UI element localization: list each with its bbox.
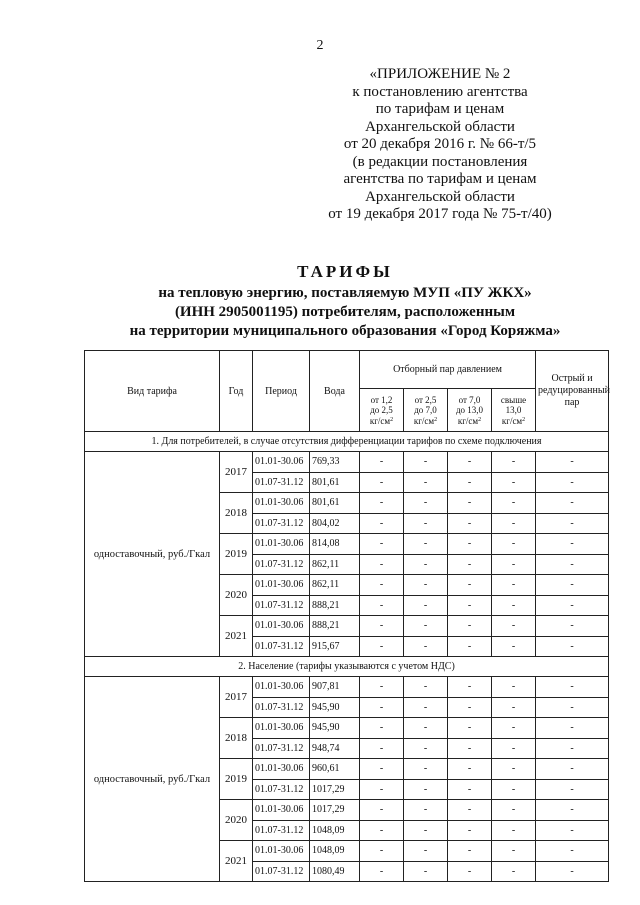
- water-tariff-cell: 888,21: [310, 616, 360, 637]
- steam-tariff-cell: -: [360, 697, 404, 718]
- header-steam-col: [492, 389, 536, 432]
- header-steam-col: [404, 389, 448, 432]
- steam-unit: кг/см: [501, 415, 523, 426]
- water-tariff-cell: 945,90: [310, 697, 360, 718]
- sharp-steam-cell: -: [536, 575, 609, 596]
- steam-tariff-cell: -: [360, 820, 404, 841]
- steam-tariff-cell: -: [404, 452, 448, 473]
- appendix-line: Архангельской области: [365, 118, 515, 135]
- sharp-steam-cell: -: [536, 779, 609, 800]
- section-title: 1. Для потребителей, в случае отсутствия дифференциации тарифов по схеме подключения: [85, 432, 609, 452]
- period-cell: 01.07-31.12: [253, 554, 310, 575]
- period-cell: 01.07-31.12: [253, 472, 310, 493]
- steam-range-from: свыше: [500, 394, 527, 405]
- steam-tariff-cell: -: [360, 575, 404, 596]
- water-tariff-cell: 1017,29: [310, 779, 360, 800]
- water-tariff-cell: 888,21: [310, 595, 360, 616]
- steam-tariff-cell: -: [404, 800, 448, 821]
- steam-tariff-cell: -: [492, 472, 536, 493]
- steam-tariff-cell: -: [492, 841, 536, 862]
- steam-unit-sup: 2: [522, 416, 526, 423]
- steam-range-from: от 2,5: [414, 394, 437, 405]
- steam-tariff-cell: -: [404, 595, 448, 616]
- steam-tariff-cell: -: [360, 616, 404, 637]
- water-tariff-cell: 948,74: [310, 738, 360, 759]
- steam-tariff-cell: -: [448, 554, 492, 575]
- header-kind: Вид тарифа: [85, 351, 220, 432]
- steam-tariff-cell: -: [360, 718, 404, 739]
- period-cell: 01.07-31.12: [253, 636, 310, 657]
- steam-tariff-cell: -: [404, 820, 448, 841]
- steam-tariff-cell: -: [404, 841, 448, 862]
- water-tariff-cell: 1080,49: [310, 861, 360, 882]
- steam-tariff-cell: -: [492, 677, 536, 698]
- steam-tariff-cell: -: [404, 493, 448, 514]
- steam-unit: кг/см: [457, 415, 479, 426]
- steam-tariff-cell: -: [448, 513, 492, 534]
- water-tariff-cell: 814,08: [310, 534, 360, 555]
- steam-range-to: до 13,0: [455, 404, 484, 415]
- sharp-steam-cell: -: [536, 800, 609, 821]
- period-cell: 01.07-31.12: [253, 779, 310, 800]
- appendix-line: Архангельской области: [365, 188, 515, 205]
- steam-tariff-cell: -: [404, 861, 448, 882]
- steam-tariff-cell: -: [404, 554, 448, 575]
- year-cell: 2018: [220, 718, 253, 759]
- header-sharp-steam: Острый и редуцированный пар: [536, 351, 609, 432]
- sharp-steam-cell: -: [536, 759, 609, 780]
- period-cell: 01.01-30.06: [253, 718, 310, 739]
- document-title: [0, 262, 640, 341]
- steam-tariff-cell: -: [360, 534, 404, 555]
- period-cell: 01.01-30.06: [253, 800, 310, 821]
- steam-tariff-cell: -: [448, 534, 492, 555]
- page-number: 2: [316, 38, 324, 53]
- water-tariff-cell: 804,02: [310, 513, 360, 534]
- steam-tariff-cell: -: [448, 697, 492, 718]
- steam-tariff-cell: -: [448, 452, 492, 473]
- sharp-steam-cell: -: [536, 697, 609, 718]
- period-cell: 01.01-30.06: [253, 452, 310, 473]
- steam-tariff-cell: -: [448, 616, 492, 637]
- appendix-line: (в редакции постановления: [352, 153, 528, 170]
- steam-tariff-cell: -: [492, 636, 536, 657]
- steam-unit: кг/см: [369, 415, 391, 426]
- steam-tariff-cell: -: [492, 738, 536, 759]
- year-cell: 2019: [220, 534, 253, 575]
- appendix-line: к постановлению агентства: [352, 83, 528, 100]
- water-tariff-cell: 915,67: [310, 636, 360, 657]
- year-cell: 2020: [220, 575, 253, 616]
- steam-tariff-cell: -: [448, 759, 492, 780]
- water-tariff-cell: 862,11: [310, 575, 360, 596]
- appendix-line: от 20 декабря 2016 г. № 66-т/5: [343, 136, 537, 152]
- water-tariff-cell: 1048,09: [310, 841, 360, 862]
- title-line: (ИНН 2905001195) потребителям, расположенным: [174, 304, 516, 320]
- steam-tariff-cell: -: [448, 636, 492, 657]
- steam-tariff-cell: -: [360, 759, 404, 780]
- year-cell: 2017: [220, 677, 253, 718]
- steam-tariff-cell: -: [448, 820, 492, 841]
- steam-tariff-cell: -: [360, 636, 404, 657]
- steam-tariff-cell: -: [360, 841, 404, 862]
- period-cell: 01.01-30.06: [253, 493, 310, 514]
- period-cell: 01.01-30.06: [253, 677, 310, 698]
- water-tariff-cell: 960,61: [310, 759, 360, 780]
- appendix-line: от 19 декабря 2017 года № 75-т/40): [328, 206, 552, 222]
- appendix-line: «ПРИЛОЖЕНИЕ № 2: [369, 66, 511, 82]
- steam-tariff-cell: -: [448, 575, 492, 596]
- water-tariff-cell: 801,61: [310, 472, 360, 493]
- sharp-steam-cell: -: [536, 452, 609, 473]
- tariff-table: [84, 350, 609, 882]
- steam-tariff-cell: -: [448, 595, 492, 616]
- sharp-steam-cell: -: [536, 513, 609, 534]
- steam-range-to: до 7,0: [414, 404, 437, 415]
- header-steam-group: Отборный пар давлением: [360, 351, 536, 389]
- steam-tariff-cell: -: [404, 759, 448, 780]
- steam-tariff-cell: -: [360, 738, 404, 759]
- steam-range-to: до 2,5: [370, 404, 393, 415]
- steam-tariff-cell: -: [492, 595, 536, 616]
- sharp-steam-cell: -: [536, 616, 609, 637]
- table-row: [85, 452, 609, 473]
- year-cell: 2017: [220, 452, 253, 493]
- header-year: Год: [220, 351, 253, 432]
- steam-tariff-cell: -: [492, 759, 536, 780]
- title-line: на тепловую энергию, поставляемую МУП «ПУ ЖКХ»: [158, 285, 532, 301]
- section-title: 2. Население (тарифы указываются с учетом НДС): [85, 657, 609, 677]
- period-cell: 01.01-30.06: [253, 841, 310, 862]
- steam-tariff-cell: -: [492, 513, 536, 534]
- appendix-block: [300, 66, 580, 224]
- period-cell: 01.07-31.12: [253, 820, 310, 841]
- steam-tariff-cell: -: [492, 779, 536, 800]
- water-tariff-cell: 945,90: [310, 718, 360, 739]
- steam-unit-sup: 2: [478, 416, 482, 423]
- steam-tariff-cell: -: [360, 800, 404, 821]
- steam-tariff-cell: -: [360, 513, 404, 534]
- steam-tariff-cell: -: [448, 472, 492, 493]
- steam-tariff-cell: -: [404, 534, 448, 555]
- sharp-steam-cell: -: [536, 677, 609, 698]
- steam-tariff-cell: -: [404, 697, 448, 718]
- water-tariff-cell: 907,81: [310, 677, 360, 698]
- steam-tariff-cell: -: [492, 534, 536, 555]
- water-tariff-cell: 862,11: [310, 554, 360, 575]
- steam-tariff-cell: -: [448, 677, 492, 698]
- steam-tariff-cell: -: [360, 779, 404, 800]
- year-cell: 2020: [220, 800, 253, 841]
- header-period: Период: [253, 351, 310, 432]
- year-cell: 2021: [220, 841, 253, 882]
- period-cell: 01.01-30.06: [253, 575, 310, 596]
- steam-tariff-cell: -: [404, 616, 448, 637]
- steam-tariff-cell: -: [360, 595, 404, 616]
- steam-unit-sup: 2: [390, 416, 394, 423]
- steam-tariff-cell: -: [492, 575, 536, 596]
- sharp-steam-cell: -: [536, 595, 609, 616]
- sharp-steam-cell: -: [536, 841, 609, 862]
- table-body: [85, 432, 609, 882]
- period-cell: 01.07-31.12: [253, 861, 310, 882]
- steam-tariff-cell: -: [404, 718, 448, 739]
- appendix-line: агентства по тарифам и ценам: [343, 171, 537, 187]
- period-cell: 01.01-30.06: [253, 616, 310, 637]
- year-cell: 2019: [220, 759, 253, 800]
- steam-tariff-cell: -: [492, 616, 536, 637]
- title-line: на территории муниципального образования «Город Коряжма»: [129, 323, 561, 339]
- steam-tariff-cell: -: [448, 738, 492, 759]
- header-water: Вода: [310, 351, 360, 432]
- steam-tariff-cell: -: [404, 513, 448, 534]
- steam-tariff-cell: -: [492, 554, 536, 575]
- steam-tariff-cell: -: [492, 718, 536, 739]
- steam-tariff-cell: -: [492, 820, 536, 841]
- steam-tariff-cell: -: [360, 677, 404, 698]
- steam-tariff-cell: -: [492, 861, 536, 882]
- tariff-kind-cell: одноставочный, руб./Гкал: [85, 677, 220, 882]
- water-tariff-cell: 1017,29: [310, 800, 360, 821]
- title-main: ТАРИФЫ: [297, 262, 393, 281]
- sharp-steam-cell: -: [536, 636, 609, 657]
- table-row: [85, 677, 609, 698]
- steam-unit: кг/см: [413, 415, 435, 426]
- steam-tariff-cell: -: [404, 472, 448, 493]
- water-tariff-cell: 1048,09: [310, 820, 360, 841]
- steam-unit-sup: 2: [434, 416, 438, 423]
- steam-tariff-cell: -: [448, 861, 492, 882]
- water-tariff-cell: 769,33: [310, 452, 360, 473]
- header-steam-col: [448, 389, 492, 432]
- sharp-steam-cell: -: [536, 820, 609, 841]
- header-steam-col: [360, 389, 404, 432]
- period-cell: 01.07-31.12: [253, 697, 310, 718]
- year-cell: 2021: [220, 616, 253, 657]
- section-row: [85, 657, 609, 677]
- period-cell: 01.07-31.12: [253, 513, 310, 534]
- sharp-steam-cell: -: [536, 493, 609, 514]
- steam-tariff-cell: -: [448, 841, 492, 862]
- sharp-steam-cell: -: [536, 738, 609, 759]
- steam-tariff-cell: -: [448, 718, 492, 739]
- steam-tariff-cell: -: [360, 472, 404, 493]
- steam-tariff-cell: -: [492, 452, 536, 473]
- sharp-steam-cell: -: [536, 534, 609, 555]
- period-cell: 01.07-31.12: [253, 738, 310, 759]
- steam-tariff-cell: -: [360, 554, 404, 575]
- period-cell: 01.01-30.06: [253, 534, 310, 555]
- steam-tariff-cell: -: [492, 800, 536, 821]
- steam-tariff-cell: -: [448, 800, 492, 821]
- steam-tariff-cell: -: [448, 779, 492, 800]
- section-row: [85, 432, 609, 452]
- period-cell: 01.07-31.12: [253, 595, 310, 616]
- sharp-steam-cell: -: [536, 554, 609, 575]
- steam-range-to: 13,0: [505, 404, 522, 415]
- steam-tariff-cell: -: [448, 493, 492, 514]
- year-cell: 2018: [220, 493, 253, 534]
- appendix-line: по тарифам и ценам: [375, 101, 505, 117]
- steam-range-from: от 7,0: [458, 394, 481, 405]
- steam-tariff-cell: -: [492, 493, 536, 514]
- period-cell: 01.01-30.06: [253, 759, 310, 780]
- sharp-steam-cell: -: [536, 472, 609, 493]
- steam-tariff-cell: -: [404, 575, 448, 596]
- tariff-kind-cell: одноставочный, руб./Гкал: [85, 452, 220, 657]
- steam-tariff-cell: -: [360, 452, 404, 473]
- steam-range-from: от 1,2: [370, 394, 393, 405]
- steam-tariff-cell: -: [360, 493, 404, 514]
- steam-tariff-cell: -: [404, 636, 448, 657]
- sharp-steam-cell: -: [536, 861, 609, 882]
- steam-tariff-cell: -: [404, 779, 448, 800]
- sharp-steam-cell: -: [536, 718, 609, 739]
- steam-tariff-cell: -: [404, 677, 448, 698]
- water-tariff-cell: 801,61: [310, 493, 360, 514]
- steam-tariff-cell: -: [404, 738, 448, 759]
- steam-tariff-cell: -: [492, 697, 536, 718]
- steam-tariff-cell: -: [360, 861, 404, 882]
